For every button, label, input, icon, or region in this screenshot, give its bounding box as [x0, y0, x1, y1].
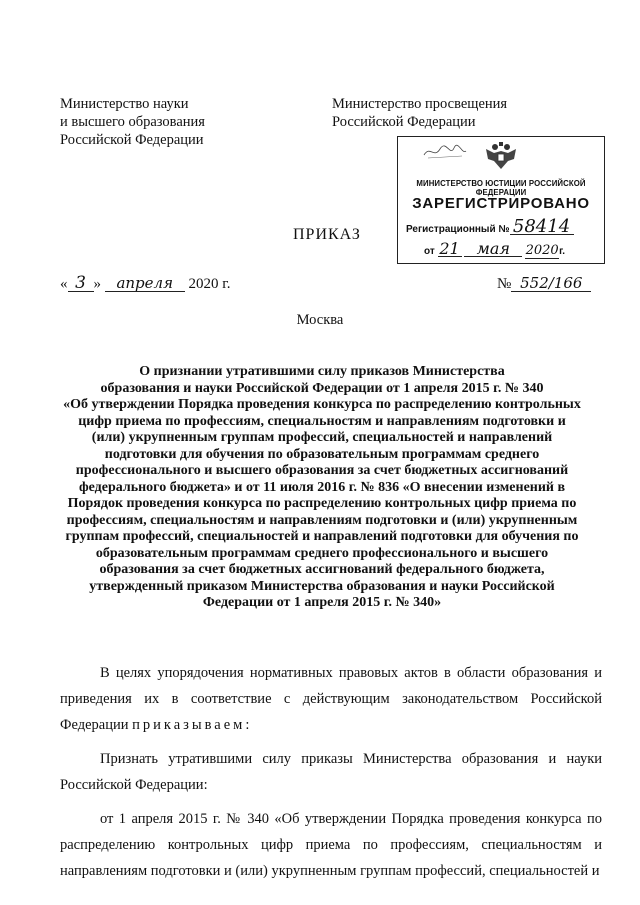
order-body [60, 660, 602, 892]
body-paragraph-item: от 1 апреля 2015 г. № 340 «Об утверждении Порядка проведения конкурса по распределению контрольных цифр приема по профессиям, специальностям и направлениям подготовки и (или) укрупненным группам профессий, специальностей и [60, 811, 602, 879]
issuer-left [60, 95, 205, 149]
title-line: образования за счет бюджетных ассигнований федерального бюджета, [99, 562, 545, 577]
order-number-label: № [497, 276, 512, 292]
issuer-left-line: Российской Федерации [60, 132, 204, 148]
title-line: подготовки для обучения по образовательным программам среднего [104, 446, 540, 462]
registration-stamp [397, 136, 605, 264]
order-date-year: 2020 г. [188, 276, 231, 292]
issuer-left-line: Министерство науки [60, 96, 189, 112]
title-line: (или) укрупненным группам профессий, специальностей и направлений [91, 430, 553, 445]
stamp-ministry: МИНИСТЕРСТВО ЮСТИЦИИ РОССИЙСКОЙ ФЕДЕРАЦИИ [416, 179, 586, 197]
stamp-date-day: 21 [439, 239, 460, 258]
body-paragraph-decision: Признать утратившими силу приказы Министерства образования и науки Российской Федерации: [60, 751, 602, 793]
title-line: группам профессий, специальностей и направлений подготовки для обучения по [65, 529, 579, 544]
order-date [60, 273, 231, 293]
title-line: образования и науки Российской Федерации от 1 апреля 2015 г. № 340 [100, 380, 544, 396]
issuer-right [332, 95, 507, 131]
double-headed-eagle-emblem-icon [484, 141, 518, 171]
issuer-left-line: и высшего образования [60, 114, 205, 130]
issuer-right-line: Российской Федерации [332, 114, 476, 130]
stamp-registered: ЗАРЕГИСТРИРОВАНО [412, 195, 590, 212]
stamp-reg-number-line [406, 216, 574, 237]
stamp-reg-number: 58414 [510, 219, 574, 235]
order-date-month: апреля [105, 276, 185, 292]
stamp-reg-date-line [424, 241, 565, 259]
order-date-day: 3 [68, 276, 94, 292]
title-line: Порядок проведения конкурса по распределению контрольных цифр приема по [67, 496, 577, 511]
order-number-line [497, 276, 591, 293]
title-line: профессиям, специальностям и направлениям подготовки и (или) укрупненным [66, 512, 578, 528]
title-line: утвержденный приказом Министерства образования и науки Российской [89, 578, 555, 594]
city: Москва [296, 312, 344, 328]
title-line: профессионального и высшего образования за счет бюджетных ассигнований [75, 463, 569, 478]
date-open-quote: « [60, 276, 68, 292]
title-line: Федерации от 1 апреля 2015 г. № 340» [202, 595, 442, 610]
title-line: федерального бюджета» и от 11 июля 2016 г. № 836 «О внесении изменений в [78, 479, 566, 495]
title-line: образовательным программам среднего профессионального и высшего [95, 545, 549, 561]
stamp-date-suffix: г. [559, 246, 566, 257]
order-number: 552/166 [511, 276, 591, 292]
title-line: «Об утверждении Порядка проведения конкурса по распределению контрольных [63, 397, 581, 412]
body-paragraph-preamble [60, 660, 602, 738]
preamble-emphasis: приказываем: [132, 717, 253, 733]
title-line: О признании утратившими силу приказов Министерства [139, 364, 505, 379]
document-type-heading: ПРИКАЗ [293, 226, 361, 243]
order-title [62, 364, 582, 612]
stamp-reg-label: Регистрационный № [406, 224, 510, 235]
preamble-text: В целях упорядочения нормативных правовых актов в области образования и приведения их в соответствие с действующим законодательством Российской Федерации [60, 665, 602, 733]
stamp-date-month: мая [464, 241, 522, 257]
issuer-right-line: Министерство просвещения [332, 96, 508, 112]
stamp-date-prefix: от [424, 246, 435, 257]
scribble-signature-icon [422, 143, 468, 161]
date-close-quote: » [93, 276, 101, 292]
stamp-date-year: 2020 [525, 243, 559, 258]
title-line: цифр приема по профессиям, специальностям и направлениям подготовки и [78, 413, 566, 429]
